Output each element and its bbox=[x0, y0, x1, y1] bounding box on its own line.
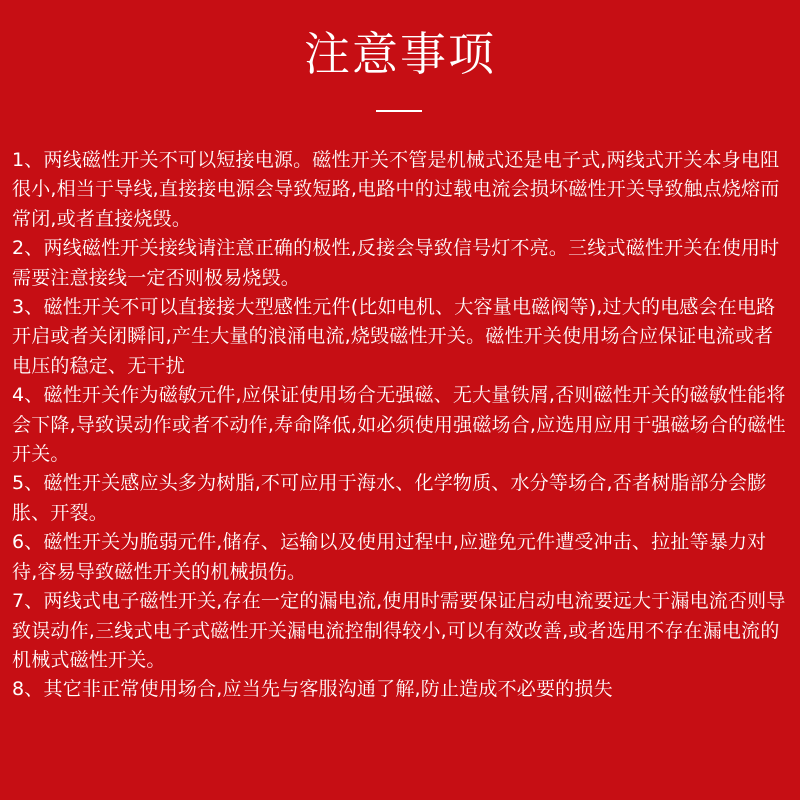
note-item-1: 1、两线磁性开关不可以短接电源。磁性开关不管是机械式还是电子式,两线式开关本身电阻很小,相当于导线,直接接电源会导致短路,电路中的过载电流会损坏磁性开关导致触点烧熔而常闭,或者直接烧毁。 bbox=[12, 149, 780, 230]
note-item-6: 6、磁性开关为脆弱元件,储存、运输以及使用过程中,应避免元件遭受冲击、拉扯等暴力对待,容易导致磁性开关的机械损伤。 bbox=[12, 531, 767, 583]
notes-list bbox=[12, 146, 790, 705]
title-divider bbox=[376, 110, 422, 112]
note-item-8: 8、其它非正常使用场合,应当先与客服沟通了解,防止造成不必要的损失 bbox=[12, 678, 613, 701]
page-title: 注意事项 bbox=[304, 27, 496, 81]
note-item-4: 4、磁性开关作为磁敏元件,应保证使用场合无强磁、无大量铁屑,否则磁性开关的磁敏性能将会下降,导致误动作或者不动作,寿命降低,如必须使用强磁场合,应选用应用于强磁场合的磁性开关。 bbox=[12, 384, 786, 466]
note-item-5: 5、磁性开关感应头多为树脂,不可应用于海水、化学物质、水分等场合,否者树脂部分会膨胀、开裂。 bbox=[12, 472, 767, 524]
note-item-7: 7、两线式电子磁性开关,存在一定的漏电流,使用时需要保证启动电流要远大于漏电流否则导致误动作,三线式电子式磁性开关漏电流控制得较小,可以有效改善,或者选用不存在漏电流的机械式磁性开关。 bbox=[12, 590, 786, 671]
note-item-2: 2、两线磁性开关接线请注意正确的极性,反接会导致信号灯不亮。三线式磁性开关在使用时需要注意接线一定否则极易烧毁。 bbox=[12, 237, 780, 289]
note-item-3: 3、磁性开关不可以直接接大型感性元件(比如电机、大容量电磁阀等),过大的电感会在电路开启或者关闭瞬间,产生大量的浪涌电流,烧毁磁性开关。磁性开关使用场合应保证电流或者电压的稳定、无干扰 bbox=[12, 296, 776, 377]
